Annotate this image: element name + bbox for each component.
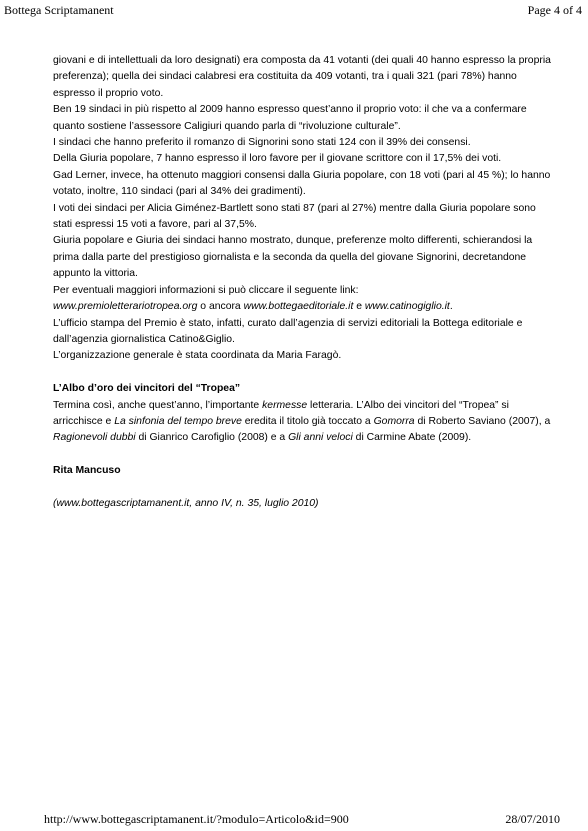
page-number: Page 4 of 4 [527, 3, 582, 17]
paragraph-mayors-increase: Ben 19 sindaci in più rispetto al 2009 hanno espresso quest’anno il proprio voto: il che va a confermare quanto sostiene l’assessore Caligiuri quando parla di “rivoluzione culturale”. [53, 104, 527, 132]
link-catinogiglio[interactable]: www.catinogiglio.it [364, 301, 450, 313]
links-end: . [449, 301, 453, 313]
page-header-site-title: Bottega Scriptamanent [4, 3, 114, 17]
article-body [53, 53, 553, 512]
paragraph-links [53, 299, 553, 315]
links-separator: o ancora [197, 301, 244, 313]
page-footer-date: 28/07/2010 [505, 812, 560, 826]
paragraph-jury-comparison: Giuria popolare e Giuria dei sindaci hanno mostrato, dunque, preferenze molto differenti, schierandosi la prima dalla parte del prestigioso giornalista e la seconda da quella del giovane Signorini, decretandone appunto la vittoria. [53, 235, 533, 280]
paragraph-gimenez-bartlett: I voti dei sindaci per Alicia Giménez-Bartlett sono stati 87 (pari al 27%) mentre dalla Giuria popolare sono stati espressi 15 voti a favore, pari al 37,5%. [53, 202, 536, 231]
paragraph-signorini-mayors: I sindaci che hanno preferito il romanzo di Signorini sono stati 124 con il 39% dei consensi. [53, 137, 471, 149]
paragraph-winners: Termina così, anche quest’anno, l’importante kermesse letteraria. L’Albo dei vincitori del “Tropea” si arricchisce e La sinfonia del tempo breve eredita il titolo già toccato a Gomorra di Roberto Saviano (2007), a Ragionevoli dubbi di Gianrico Carofiglio (2008) e a Gli anni veloci di Carmine Abate (2009). [53, 399, 551, 444]
page-footer-url: http://www.bottegascriptamanent.it/?modulo=Articolo&id=900 [44, 812, 349, 826]
italic-kermesse: kermesse [262, 399, 308, 411]
paragraph-spacer [53, 447, 553, 463]
link-premioletterariotropea[interactable]: www.premioletterariotropea.org [53, 301, 198, 313]
links-separator: e [353, 301, 365, 313]
paragraph-spacer [53, 480, 553, 496]
paragraph-signorini-jury: Della Giuria popolare, 7 hanno espresso il loro favore per il giovane scrittore con il 17,5% dei voti. [53, 153, 502, 165]
book-title: Gomorra [373, 415, 415, 427]
book-title: La sinfonia del tempo breve [114, 415, 242, 427]
book-title: Ragionevoli dubbi [53, 432, 136, 444]
section-heading: L’Albo d’oro dei vincitori del “Tropea” [53, 383, 241, 395]
paragraph-spacer [53, 365, 553, 381]
paragraph-lerner: Gad Lerner, invece, ha ottenuto maggiori consensi dalla Giuria popolare, con 18 voti (pari al 45 %); lo hanno votato, inoltre, 110 sindaci (pari al 34% dei gradimenti). [53, 169, 551, 198]
paragraph-more-info: Per eventuali maggiori informazioni si può cliccare il seguente link: [53, 284, 359, 296]
book-title: Gli anni veloci [288, 432, 353, 444]
paragraph-voters: giovani e di intellettuali da loro designati) era composta da 41 votanti (dei quali 40 hanno espresso la propria preferenza); quella dei sindaci calabresi era costituita da 409 votanti, tra i quali 321 (pari 78%) hanno espresso il proprio voto. [53, 55, 551, 99]
link-bottegaeditoriale[interactable]: www.bottegaeditoriale.it [243, 301, 354, 313]
paragraph-organization: L’organizzazione generale è stata coordinata da Maria Faragò. [53, 350, 342, 362]
article-citation: (www.bottegascriptamanent.it, anno IV, n. 35, luglio 2010) [53, 497, 319, 509]
article-author: Rita Mancuso [53, 465, 121, 477]
paragraph-press-office: L’ufficio stampa del Premio è stato, infatti, curato dall’agenzia di servizi editoriali la Bottega editoriale e dall’agenzia giornalistica Catino&Giglio. [53, 317, 523, 345]
